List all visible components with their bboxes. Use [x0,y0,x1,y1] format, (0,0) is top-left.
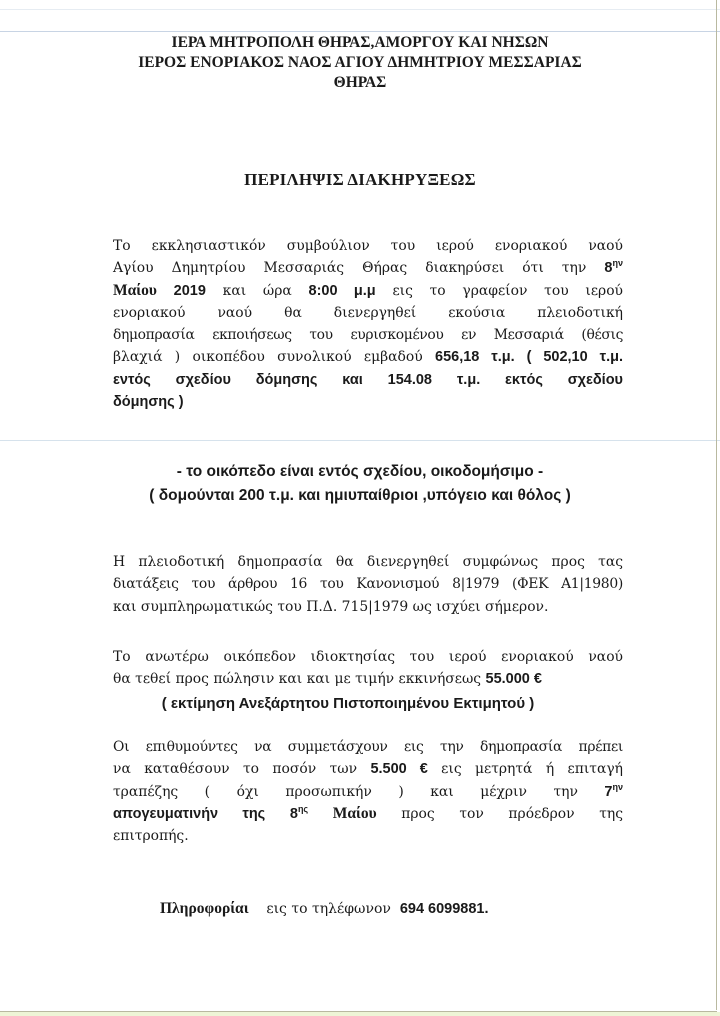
header-location: ΘΗΡΑΣ [333,74,387,91]
contact-info [160,900,489,918]
text-span: τραπέζης ( όχι προσωπικήν ) και μέχριν την [113,783,578,800]
text-span: Αγίου Δημητρίου Μεσσαριάς Θήρας διακηρύσει ότι την [113,260,587,277]
text-line: Το ανωτέρω οικόπεδον ιδιοκτησίας του ιερού ενοριακού ναού [113,649,623,665]
header-metropolis: ΙΕΡΑ ΜΗΤΡΟΠΟΛΗ ΘΗΡΑΣ,ΑΜΟΡΓΟΥ ΚΑΙ ΝΗΣΩΝ [171,34,549,51]
auction-time: 8:00 μ.μ [308,282,376,299]
header-parish: ΙΕΡΟΣ ΕΝΟΡΙΑΚΟΣ ΝΑΟΣ ΑΓΙΟΥ ΔΗΜΗΤΡΙΟΥ ΜΕΣΣΑΡΙΑΣ [138,54,582,71]
text-line [113,280,623,302]
scan-edge [0,1012,720,1016]
text-line [113,803,623,825]
text-line: επιτροπής. [113,828,189,845]
legal-basis-paragraph [113,551,623,618]
participation-paragraph [113,736,623,847]
text-line: Το εκκλησιαστικόν συμβούλιον του ιερού ενοριακού ναού [113,238,623,254]
price-paragraph [113,646,623,691]
text-span: προς τον πρόεδρον της [401,805,624,822]
text-span: εις μετρητά ή επιταγή [441,761,623,778]
text-line [113,668,623,690]
text-line: και συμπληρωματικώς του Π.Δ. 715|1979 ως ισχύει σήμερον. [113,598,549,615]
auction-day [604,260,623,276]
deadline-month: Μαίου [332,804,377,822]
text-span: απογευματινήν της [113,805,266,822]
text-span: θα τεθεί προς πώλησιν και και με τιμήν εκκινήσεως [113,671,482,688]
valuation-note: ( εκτίμηση Ανεξάρτητου Πιστοποιημένου Εκτιμητού ) [161,695,535,712]
day-number: 8 [289,805,298,822]
text-line: διατάξεις του άρθρου 16 του Κανονισμού 8|1979 (ΦΕΚ Α1|1980) [113,576,623,593]
deadline-day [289,803,309,822]
text-span: και ώρα [222,282,292,299]
text-line: εντός σχεδίου δόμησης και 154.08 τ.μ. εκτός σχεδίου [113,371,623,388]
text-line: δόμησης ) [113,394,184,411]
starting-price: 55.000 € [485,671,542,688]
auction-year: 2019 [173,282,206,299]
document-title: ΠΕΡΙΛΗΨΙΣ ΔΙΑΚΗΡΥΞΕΩΣ [244,170,476,189]
contact-text: εις το τηλέφωνον [266,901,391,917]
text-span: βλαχιά ) οικοπέδου συνολικού εμβαδού [113,349,423,366]
announcement-paragraph [113,235,623,413]
text-line [113,781,623,803]
ordinal-suffix: ην [612,781,623,792]
text-line: δημοπρασία εκποιήσεως του ευρισκομένου εν Μεσσαριά (θέσις [113,327,623,344]
plot-note-details: ( δομούνται 200 τ.μ. και ημιυπαίθριοι ,υπόγειο και θόλος ) [149,487,571,504]
deposit-amount: 5.500 € [370,761,428,778]
day-number: 8 [604,260,613,277]
ordinal-suffix: ην [612,258,623,269]
text-span: να καταθέσουν το ποσόν των [113,761,358,778]
text-line [113,257,623,279]
scan-line [0,440,720,441]
plot-note-buildable: - το οικόπεδο είναι εντός σχεδίου, οικοδομήσιμο - [176,463,544,480]
text-line [113,346,623,368]
text-line [113,758,623,780]
text-line: Η πλειοδοτική δημοπρασία θα διενεργηθεί συμφώνως προς τας [113,554,623,570]
phone-number: 694 6099881. [399,901,489,917]
scan-line [0,9,720,10]
ordinal-suffix: ης [297,803,309,814]
scan-line [0,31,720,32]
auction-month: Μαίου [113,281,157,299]
hour-number: 7 [604,783,613,800]
text-line: Οι επιθυμούντες να συμμετάσχουν εις την δημοπρασία πρέπει [113,739,623,755]
contact-label: Πληροφορίαι [160,900,249,917]
text-span: εις το γραφείον του ιερού [392,282,624,299]
deadline-hour [604,781,623,800]
total-area: 656,18 τ.μ. ( 502,10 τ.μ. [435,349,623,366]
text-line: ενοριακού ναού θα διενεργηθεί εκούσια πλειοδοτική [113,304,623,321]
